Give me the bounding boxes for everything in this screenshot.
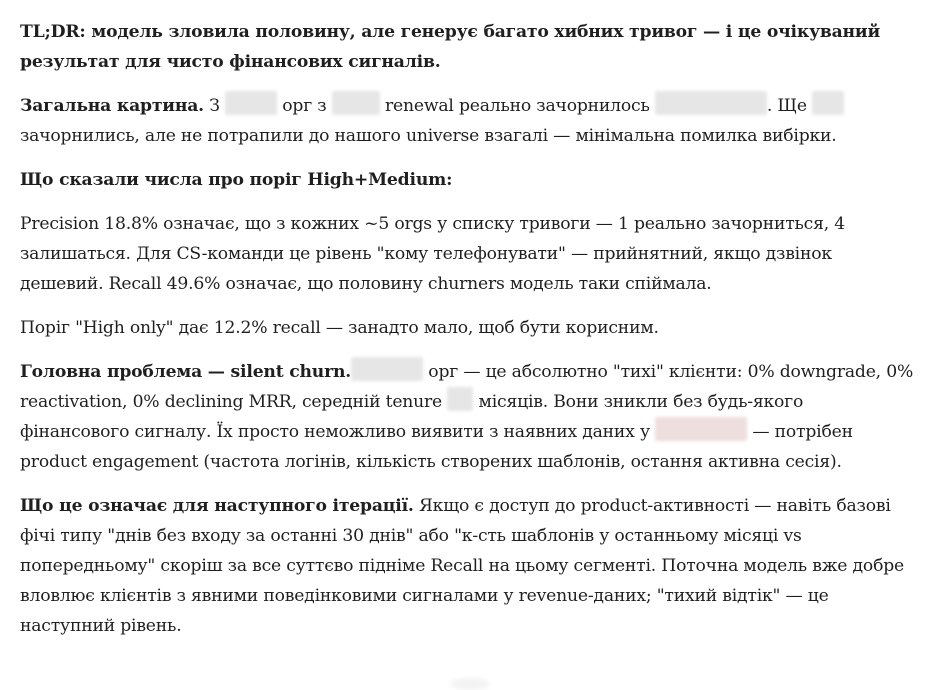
high-only-paragraph: Поріг "High only" дає 12.2% recall — занадто мало, щоб бути корисним.: [20, 318, 659, 338]
numbers-heading: Що сказали числа про поріг High+Medium:: [20, 170, 453, 190]
redacted-value-renewal-orgs: [332, 91, 380, 115]
precision-paragraph: Precision 18.8% означає, що з кожних ~5 orgs у списку тривоги — 1 реально зачорниться, 4 залишаться. Для CS-команди це рівень "кому телефонувати" — прийнятний, якщо дзвінок дешевий. Recall 49.6% означає, що половину churners модель таки спіймала.: [20, 214, 845, 294]
overview-heading: Загальна картина.: [20, 96, 204, 116]
problem-text-3: — потрібен product engagement (частота логінів, кількість створених шаблонів, остання активна сесія).: [20, 422, 853, 472]
scroll-fade-indicator: [450, 678, 490, 690]
problem-heading: Головна проблема — silent churn.: [20, 362, 352, 382]
redacted-value-silent-orgs: [351, 357, 423, 381]
next-iteration-text: Якщо є доступ до product-активності — навіть базові фічі типу "днів без входу за останні 30 днів" або "к-сть шаблонів у останньому місяці vs попередньому" скоріш за все суттєво підніме Recall на цьому сегменті. Поточна модель вже добре вловлює клієнтів з явними поведінковими сигналами у revenue-даних; "тихий відтік" — це наступний рівень.: [20, 496, 904, 636]
problem-text-2: місяців. Вони зникли без будь-якого фінансового сигналу. Їх просто неможливо виявити з наявних даних у: [20, 392, 804, 442]
overview-text-2: орг з: [277, 96, 332, 116]
next-iteration-paragraph: [20, 491, 915, 641]
overview-text-4: . Ще: [766, 96, 813, 116]
redacted-value-churned: [655, 91, 767, 115]
problem-text-1: орг — це абсолютно "тихі" клієнти: 0% downgrade, 0% reactivation, 0% declining MRR, середній tenure: [20, 362, 914, 412]
overview-text-3: renewal реально зачорнилось: [379, 96, 655, 116]
overview-paragraph: [20, 91, 915, 151]
redacted-value-data-source: [655, 417, 747, 441]
redacted-value-outside-universe: [812, 91, 844, 115]
next-iteration-heading: Що це означає для наступного ітерації.: [20, 496, 414, 516]
redacted-value-tenure: [447, 387, 473, 411]
tldr-paragraph: [20, 17, 915, 77]
problem-paragraph: [20, 357, 915, 477]
tldr-text: TL;DR: модель зловила половину, але генерує багато хибних тривог — і це очікуваний результат для чисто фінансових сигналів.: [20, 22, 881, 72]
overview-text-5: зачорнились, але не потрапили до нашого universe взагалі — мінімальна помилка вибірки.: [20, 126, 837, 146]
redacted-value-total-orgs: [225, 91, 277, 115]
overview-text-1: З: [203, 96, 225, 116]
numbers-heading-paragraph: [20, 165, 915, 195]
